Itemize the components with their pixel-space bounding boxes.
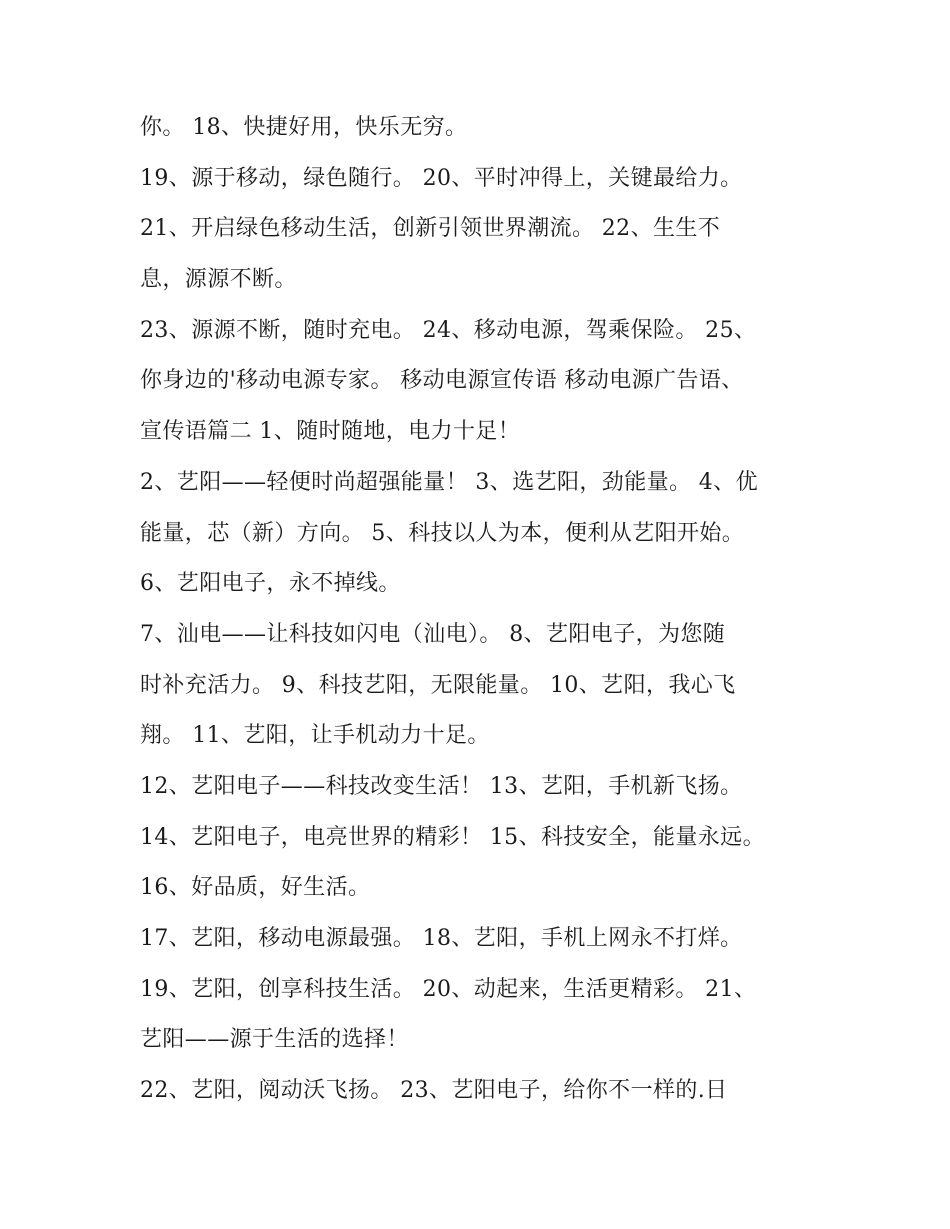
document-body — [140, 103, 830, 1117]
text-line: 翔。 11、艺阳，让手机动力十足。 — [140, 723, 490, 749]
text-line: 17、艺阳，移动电源最强。 18、艺阳，手机上网永不打烊。 — [140, 926, 743, 951]
text-line: 19、艺阳，创享科技生活。 20、动起来，生活更精彩。 21、 — [140, 976, 757, 1002]
text-line: 宣传语篇二 1、随时随地，电力十足！ — [140, 419, 521, 445]
text-line: 你。 18、快捷好用，快乐无穷。 — [140, 115, 468, 140]
text-line: 23、源源不断，随时充电。 24、移动电源，驾乘保险。 25、 — [140, 317, 757, 343]
text-line: 16、好品质，好生活。 — [140, 875, 371, 901]
text-line: 能量，芯（新）方向。 5、科技以人为本，便利从艺阳开始。 — [140, 520, 745, 546]
text-line: 7、汕电——让科技如闪电（汕电）。 8、艺阳电子，为您随 — [140, 621, 726, 647]
text-line: 12、艺阳电子——科技改变生活！ 13、艺阳，手机新飞扬。 — [140, 773, 743, 799]
text-line: 你身边的'移动电源专家。 移动电源宣传语 移动电源广告语、 — [140, 368, 744, 394]
text-line: 艺阳——源于生活的选择！ — [140, 1027, 409, 1053]
text-line: 22、艺阳，阅动沃飞扬。 23、艺阳电子，给你不一样的.日 — [140, 1078, 728, 1104]
text-line: 19、源于移动，绿色随行。 20、平时冲得上，关键最给力。 — [140, 165, 743, 191]
text-line: 息，源源不断。 — [140, 267, 297, 293]
text-line: 时补充活力。 9、科技艺阳，无限能量。 10、艺阳，我心飞 — [140, 672, 736, 698]
text-line: 21、开启绿色移动生活，创新引领世界潮流。 22、生生不 — [140, 216, 721, 242]
text-line: 2、艺阳——轻便时尚超强能量！ 3、选艺阳，劲能量。 4、优 — [140, 469, 758, 495]
text-line: 14、艺阳电子，电亮世界的精彩！ 15、科技安全，能量永远。 — [140, 824, 765, 850]
text-line: 6、艺阳电子，永不掉线。 — [140, 571, 401, 597]
